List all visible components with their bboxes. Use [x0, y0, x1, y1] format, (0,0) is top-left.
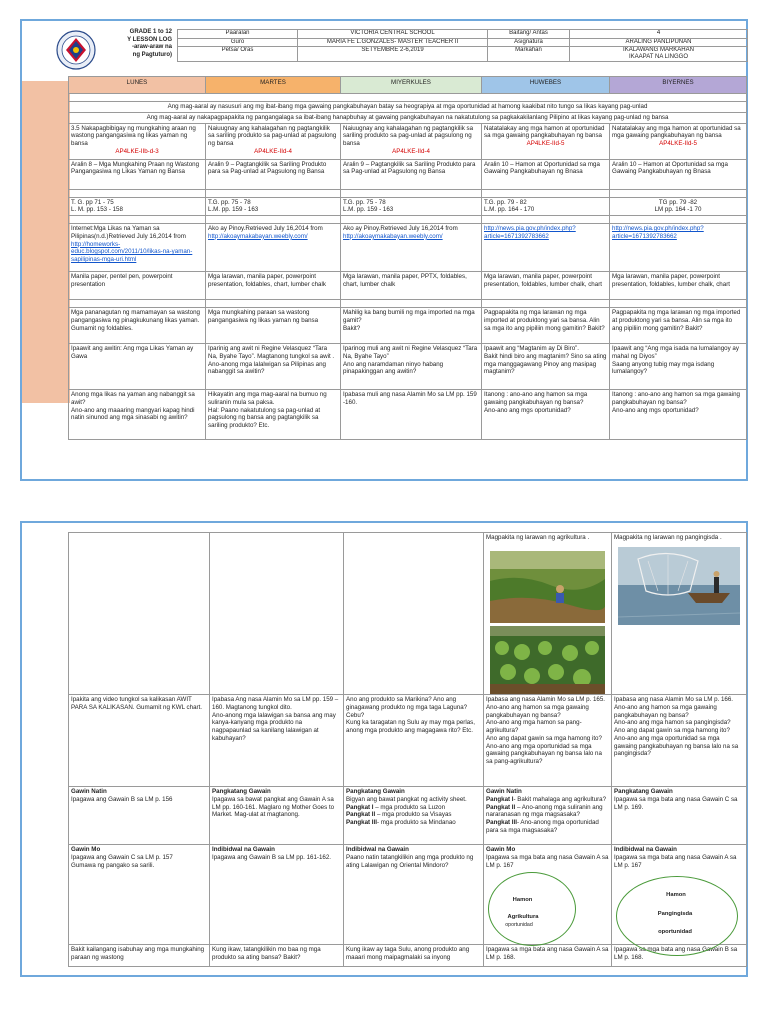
- refs-huwebes: [482, 197, 610, 216]
- label-school: Paaralan: [178, 30, 298, 39]
- review-martes: Mga mungkahing paraan sa wastong pangangasiwa ng likas yaman ng bansa: [206, 308, 341, 344]
- application-huwebes: Ipagawa sa mga bata ang nasa Gawain A sa LM p. 168.: [484, 945, 612, 967]
- activity-title: Indibidwal na Gawain: [614, 846, 677, 853]
- online-miyerkules: [341, 224, 482, 272]
- mastery-miyerkules: [344, 845, 484, 945]
- activity-body: Ipagawa sa mga bata ang nasa Gawain A sa LM p. 167: [486, 853, 609, 869]
- competency-text: Naiuugnay ang kahalagahan ng pagtangkilik sa sariling produkto sa pag-unlad at pagsulong ng bansa: [208, 124, 337, 147]
- value-subject: ARALING PANLIPUNAN: [570, 38, 748, 47]
- group-task: - mga produkto sa Mindanao: [376, 819, 456, 826]
- farm-photo-2: [490, 626, 605, 694]
- content-standard: Ang mag-aaral ay nasusuri ang mg ibat-ibang mga gawaing pangkabuhayan batay sa heograpiya at mga oportunidad at hamong kaakibat nito tungo sa likas kayang pag-unlad: [69, 102, 747, 113]
- value-school: VICTORIA CENTRAL SCHOOL: [298, 30, 488, 39]
- online-link[interactable]: http://homeworks-educ.blogspot.com/2011/10/likas-na-yaman-sapilipinas-mga-uri.html: [71, 240, 193, 263]
- diagram-hamon-label: Hamon: [666, 892, 686, 898]
- blank-cell: [69, 216, 206, 224]
- online-link[interactable]: http://akoaymakabayan.weebly.com/: [208, 232, 308, 240]
- activity-title: Indibidwal na Gawain: [346, 846, 409, 853]
- content-martes: Aralin 9 – Pagtangkilik sa Sariling Produkto para sa Pag-unlad at Pagsulong ng Bansa: [206, 159, 341, 189]
- examples-biyernes: Itanong : ano-ano ang hamon sa mga gawaing pangkabuhayan ng bansa? Ano-ano ang mgs oportunidad?: [610, 390, 747, 440]
- group-line: [346, 811, 481, 819]
- activity-body: Ipagawa ang Gawain B sa LM pp. 161-162.: [212, 853, 332, 861]
- lm-pages: L.M. pp. 159 - 163: [208, 206, 259, 214]
- value-grade: 4: [570, 30, 748, 39]
- lm-pages: L.M. pp. 164 - 170: [484, 206, 535, 214]
- group-label: Pangkat II: [346, 811, 376, 819]
- refs-martes: [206, 197, 341, 216]
- review-lunes: Mga pananagutan ng mamamayan sa wastong pangangasiwa ng pinagkukunang likas yaman. Gumamit ng foldables.: [69, 308, 206, 344]
- group-label: Pangkat III: [486, 819, 517, 826]
- competency-text: Naiuugnay ang kahalagahan ng pagtangkilik sa sariling produkto sa pag-unlad at pagsulong ng bansa: [343, 124, 474, 147]
- spacer-row: [69, 94, 747, 102]
- examples-martes: Hikayatin ang mga mag-aaral na bumuo ng suliranin mula sa paksa. Hal: Paano nakatutulong sa pag-unlad at pagsulong ng bansa ang pagtangkilik sa sariling produkto? Etc.: [206, 390, 341, 440]
- materials-huwebes: Mga larawan, manila paper, powerpoint presentation, foldables, lumber chalk, chart: [482, 272, 610, 300]
- farm-photo-1: [490, 551, 605, 623]
- label-subject: Asignatura: [488, 38, 570, 47]
- discuss1-huwebes: Ipabasa ang nasa Alamin Mo sa LM p. 165. Ano-ano ang hamon sa mga gawaing pangkabuhayan ng bansa? Ano-ano ang mga hamon sa pang-agrikultura? Ano ang dapat gawin sa mga hamong ito? Ano-ano ang mga oportunidad sa mga gawaing pangkabuhayan ng bansa lalo na sa pang-agrikultura?: [484, 695, 612, 787]
- online-biyernes: [610, 224, 747, 272]
- label-grade: Baitang/ Antas: [488, 30, 570, 39]
- blank-cell: [206, 300, 341, 308]
- blank-cell: [482, 189, 610, 197]
- lesson-table-page-1: [68, 76, 747, 440]
- quarter-text: IKALAWANG MARKAHAN: [623, 47, 694, 53]
- tg-pages: T.G. pp. 75 - 78: [208, 198, 251, 206]
- blank-cell: [69, 189, 206, 197]
- blank-cell: [610, 300, 747, 308]
- picture-biyernes: Magpakita ng larawan ng pangingisda .: [612, 533, 747, 695]
- purpose-martes: Iparinig ang awit ni Regine Velasquez “Tara Na, Byahe Tayo”. Magtanong tungkol sa awit . Ano-anong mga lalalwigan sa Pilipinas ang nabanggit sa awitin?: [206, 344, 341, 390]
- tg-pages: T. G. pp 71 - 75: [71, 198, 114, 206]
- blank-cell: [610, 189, 747, 197]
- discuss2-martes: [210, 787, 344, 845]
- group-label: Pangkat II: [486, 803, 516, 811]
- mastery-martes: [210, 845, 344, 945]
- content-biyernes: Aralin 10 – Hamon at Oportunidad sa mga Gawaing Pangkabuhayan ng Bnasa: [610, 159, 747, 189]
- online-text: Internet:Mga Likas na Yaman sa Pilipinas(n.d.)Retrieved July 16,2014 from: [71, 225, 186, 240]
- activity-body: Ipagawa sa bawat pangkat ang Gawain A sa LM pp. 160-161. Maglaro ng Mother Goes to Market. Mag-ulat at magtanong.: [212, 795, 335, 819]
- header-info-table: [177, 29, 748, 62]
- materials-lunes: Manila paper, pentel pen, powerpoint presentation: [69, 272, 206, 300]
- review-miyerkules: Mahilig ka bang bumili ng mga imported na mga gamit? Bakit?: [341, 308, 482, 344]
- value-date: SETYEMBRE 2-6,2019: [298, 47, 488, 62]
- discuss2-lunes: [69, 787, 210, 845]
- competency-code: AP4LKE-IId-4: [254, 147, 292, 155]
- purpose-biyernes: Ipaawit ang “Ang mga isada na lumalangoy ay mahal ng Diyos” Saang anyong tubig may mga isdang lumalangoy?: [610, 344, 747, 390]
- online-huwebes: [482, 224, 610, 272]
- performance-standard: Ang mag-aaral ay nakapagpapakita ng pangangalaga sa ibat-ibang hanapbuhay at gawaing pangkabuhayan na nakatutulong sa pagkakakilanlang Pilipino at likas kayang pag-unlad ng bansa: [69, 112, 747, 123]
- diagram-oportunidad-label: oportunidad: [505, 922, 533, 928]
- group-line: [346, 819, 481, 827]
- activity-body: Bigyan ang bawat pangkat ng activity sheet.: [346, 795, 467, 803]
- competency-text: Natatalakay ang mga hamon at oportunidad sa mga gawaing pangkabuhayan ng bansa: [612, 124, 741, 140]
- group-task: – mga produkto sa Visayas: [375, 811, 452, 819]
- online-link[interactable]: http://akoaymakabayan.weebly.com/: [343, 232, 443, 240]
- application-martes: Kung ikaw, tatangkilikin mo baa ng mga produkto sa ating bansa? Bakit?: [210, 945, 344, 967]
- blank-cell: [341, 189, 482, 197]
- competency-code: AP4LKE-IId-5: [659, 140, 697, 147]
- tg-pages: T.G. pp. 75 - 78: [343, 198, 386, 206]
- day-header-martes: MARTES: [206, 77, 341, 94]
- blank-cell: [341, 300, 482, 308]
- diagram-oportunidad-label: oportunidad: [658, 929, 692, 935]
- blank-cell: [610, 216, 747, 224]
- tg-pages: T.G. pp. 79 - 82: [484, 198, 527, 206]
- discuss2-miyerkules: [344, 787, 484, 845]
- lm-pages: L.M. pp. 159 - 163: [343, 206, 394, 214]
- picture-martes: [210, 533, 344, 695]
- group-line: [486, 819, 609, 835]
- examples-lunes: Anong mga likas na yaman ang nabanggit sa awit? Ano-ano ang maaaring mangyari kapag hindi natin sinunod ang mga sinasabi ng awitin?: [69, 390, 206, 440]
- content-lunes: Aralin 8 – Mga Mungkahing Praan ng Wastong Pangangasiwa ng Likas Yaman ng Bansa: [69, 159, 206, 189]
- picture-miyerkules: [344, 533, 484, 695]
- hamon-agrikultura-circle: [488, 872, 576, 946]
- discuss1-biyernes: Ipabasa ang nasa Alamin Mo sa LM p. 166. Ano-ano ang hamon sa mga gawaing pangkabuhayan ng bansa? Ano-ano ang mga hamon sa pangingisda? Ano ang dapat gawin sa mga hamong ito? Ano-ano ang mga oportunidad sa mga gawaing pangkabuhayan ng bansa lalo na sa pangingisda?: [612, 695, 747, 787]
- competency-biyernes: [610, 123, 747, 159]
- application-lunes: Bakit kailangang isabuhay ang mga mungkahing paraan ng wastong: [69, 945, 210, 967]
- application-biyernes: Ipagawa sa mga bata ang nasa Gawain B sa LM p. 168.: [612, 945, 747, 967]
- activity-title: Gawin Mo: [71, 846, 101, 853]
- logo-line: Y LESSON LOG: [127, 36, 172, 43]
- group-task: – mga produkto sa Luzon: [373, 803, 446, 811]
- blank-cell: [341, 216, 482, 224]
- examples-miyerkules: Ipabasa muli ang nasa Alamin Mo sa LM pp. 159 -160.: [341, 390, 482, 440]
- blank-cell: [69, 300, 206, 308]
- group-task: - Ano-anong mga oportunidad para sa mga magsasaka?: [486, 819, 599, 834]
- activity-title: Gawin Mo: [486, 846, 516, 853]
- competency-text: 3.5 Nakapagbibigay ng mungkahing araan ng wastong pangangasiwa ng likas yaman ng bansa: [71, 124, 196, 147]
- label-date: Petsa/ Oras: [178, 47, 298, 62]
- activity-body: Ipagawa ang Gawain C sa LM p. 157 Gumawa ng pangako sa sarili.: [71, 853, 173, 869]
- examples-huwebes: Itanong : ano-ano ang hamon sa mga gawaing pangkabuhayan ng bansa? Ano-ano ang mgs oportunidad?: [482, 390, 610, 440]
- online-martes: [206, 224, 341, 272]
- group-line: [486, 804, 609, 820]
- activity-title: Gawin Natin: [71, 788, 107, 795]
- week-text: IKAAPAT NA LINGGO: [628, 54, 689, 61]
- activity-title: Gawin Natin: [486, 788, 522, 795]
- logo-line: -araw-araw na: [131, 44, 172, 50]
- fishing-photo: [618, 547, 740, 625]
- group-task: - Bakit mahalaga ang agrikultura?: [513, 795, 607, 803]
- purpose-huwebes: Ipaawit ang “Magtanim ay Di Biro”. Bakit hindi biro ang magtanim? Sino sa ating mga manggagawang Pinoy ang masipag magtanim?: [482, 344, 610, 390]
- activity-title: Indibidwal na Gawain: [212, 846, 275, 853]
- refs-lunes: [69, 197, 206, 216]
- review-biyernes: Pagpapakita ng mga larawan ng mga imported at produktong yari sa bansa. Alin sa mga ito ang pipiliin mong gamitin? Bakit?: [610, 308, 747, 344]
- logo-title: [98, 29, 172, 59]
- activity-title: Pangkatang Gawain: [614, 788, 673, 795]
- tg-pages: TG pp. 79 -82: [658, 198, 698, 206]
- diagram-pangingisda-label: Pangingisda: [657, 911, 693, 917]
- diagram-hamon-label: Hamon: [512, 897, 533, 903]
- group-label: Pangkat I: [346, 803, 374, 811]
- activity-body: Ipagawa sa mga bata ang nasa Gawain A sa LM p. 167: [614, 853, 737, 869]
- activity-body: Ipagawa ang Gawain B sa LM p. 156: [71, 795, 173, 803]
- deped-seal-icon: [56, 30, 96, 70]
- online-text: Ako ay Pinoy.Retrieved July 16,2014 from: [343, 225, 458, 232]
- competency-huwebes: [482, 123, 610, 159]
- competency-miyerkules: [341, 123, 482, 159]
- lm-pages: L. M. pp. 153 - 158: [71, 206, 123, 214]
- activity-body: Paano natin tatangkilikin ang mga produkto ng ating Lalawigan ng Oriental Mindoro?: [346, 853, 474, 869]
- purpose-miyerkules: Iparinog muli ang awit ni Regine Velasquez “Tara Na, Byahe Tayo” Ano ang naramdaman ninyo habang pinapakinggan ang awitin?: [341, 344, 482, 390]
- online-lunes: [69, 224, 206, 272]
- blank-cell: [482, 300, 610, 308]
- discuss2-biyernes: [612, 787, 747, 845]
- lm-pages: LM pp. 164 -1 70: [654, 206, 702, 214]
- activity-title: Pangkatang Gawain: [212, 788, 271, 795]
- day-header-biyernes: BIYERNES: [610, 77, 747, 94]
- blank-cell: [206, 189, 341, 197]
- label-quarter: Markahan: [488, 47, 570, 62]
- day-header-huwebes: HUWEBES: [482, 77, 610, 94]
- online-text: Ako ay Pinoy.Retrieved July 16,2014 from: [208, 225, 323, 232]
- blank-cell: [482, 216, 610, 224]
- activity-body: Ipagawa sa mga bata ang nasa Gawain C sa LM p. 169.: [614, 795, 738, 811]
- materials-martes: Mga larawan, manila paper, powerpoint presentation, foldables, chart, lumber chalk: [206, 272, 341, 300]
- mastery-lunes: [69, 845, 210, 945]
- value-teacher: MARIA FE L.GONZALES- MASTER TEACHER II: [298, 38, 488, 47]
- competency-lunes: [69, 123, 206, 159]
- logo-line: GRADE 1 to 12: [129, 29, 172, 35]
- competency-code: AP4LKE-IId-5: [526, 140, 565, 147]
- purpose-lunes: Ipaawit ang awitin: Ang mga Likas Yaman ay Gawa: [69, 344, 206, 390]
- activity-title: Pangkatang Gawain: [346, 788, 405, 795]
- group-task: – Ano-anong mga suliranin ang nararanasan ng mga magsasaka?: [486, 803, 603, 819]
- picture-lunes: [69, 533, 210, 695]
- content-miyerkules: Aralin 9 – Pagtangkilik sa Sariling Produkto para sa Pag-unlad at Pagsulong ng Bansa: [341, 159, 482, 189]
- online-link[interactable]: http://news.pia.gov.ph/index.php?article=1671392783662: [484, 225, 576, 240]
- logo-line: ng Pagtuturo): [132, 51, 172, 58]
- group-label: Pangkat III: [346, 819, 377, 826]
- discuss1-martes: Ipabasa Ang nasa Alamin Mo sa LM pp. 159 – 160. Magtanong tungkol dito. Ano-anong mga lalawigan sa bansa ang may kanya-kanyang mga produkto na nagpapaunlad sa kanilang lalawigan at kabuhayan?: [210, 695, 344, 787]
- refs-biyernes: [610, 197, 747, 216]
- group-label: Pangkat I: [486, 795, 514, 803]
- group-line: [346, 804, 481, 812]
- competency-code: AP4LKE-IIb-d-3: [115, 147, 159, 155]
- online-link[interactable]: http://news.pia.gov.ph/index.php?article=1671392783662: [612, 225, 704, 240]
- day-header-miyerkules: MIYERKULES: [341, 77, 482, 94]
- competency-text: Natatalakay ang mga hamon at oportunidad sa mga gawaing pangkabuhayan ng bansa: [484, 124, 605, 140]
- competency-code: AP4LKE-IId-4: [392, 147, 430, 155]
- left-color-strip: [22, 81, 70, 403]
- content-huwebes: Aralin 10 – Hamon at Oportunidad sa mga Gawaing Pangkabuhayan ng Bnasa: [482, 159, 610, 189]
- label-teacher: Guro: [178, 38, 298, 47]
- review-huwebes: Pagpapakita ng mga larawan ng mga imported at produktong yari sa bansa. Alin sa mga ito ang pipiliin mong gamitin? Bakit?: [482, 308, 610, 344]
- discuss2-huwebes: [484, 787, 612, 845]
- value-quarter: [570, 47, 748, 62]
- blank-cell: [206, 216, 341, 224]
- discuss1-lunes: Ipakita ang video tungkol sa kalikasan AWIT PARA SA KALIKASAN. Gumamit ng KWL chart.: [69, 695, 210, 787]
- discuss1-miyerkules: Ano ang produkto sa Marikina? Ano ang ginagawang produkto ng mga taga Laguna? Cebu? Kung ka taragatan ng Sulu ay may mga perlas, anong mga produkto ang magagawa rito? Etc.: [344, 695, 484, 787]
- picture-huwebes: Magpakita ng larawan ng agrikultura .: [484, 533, 612, 695]
- materials-miyerkules: Mga larawan, manila paper, PPTX, foldables, chart, lumber chalk: [341, 272, 482, 300]
- day-header-lunes: LUNES: [69, 77, 206, 94]
- materials-biyernes: Mga larawan, manila paper, powerpoint presentation, foldables, lumber chalk, chart: [610, 272, 747, 300]
- group-line: [486, 796, 609, 804]
- refs-miyerkules: [341, 197, 482, 216]
- competency-martes: [206, 123, 341, 159]
- application-miyerkules: Kung ikaw ay taga Sulu, anong produkto ang maaari mong maipagmalaki sa inyong: [344, 945, 484, 967]
- diagram-agrikultura-label: Agrikultura: [507, 914, 539, 920]
